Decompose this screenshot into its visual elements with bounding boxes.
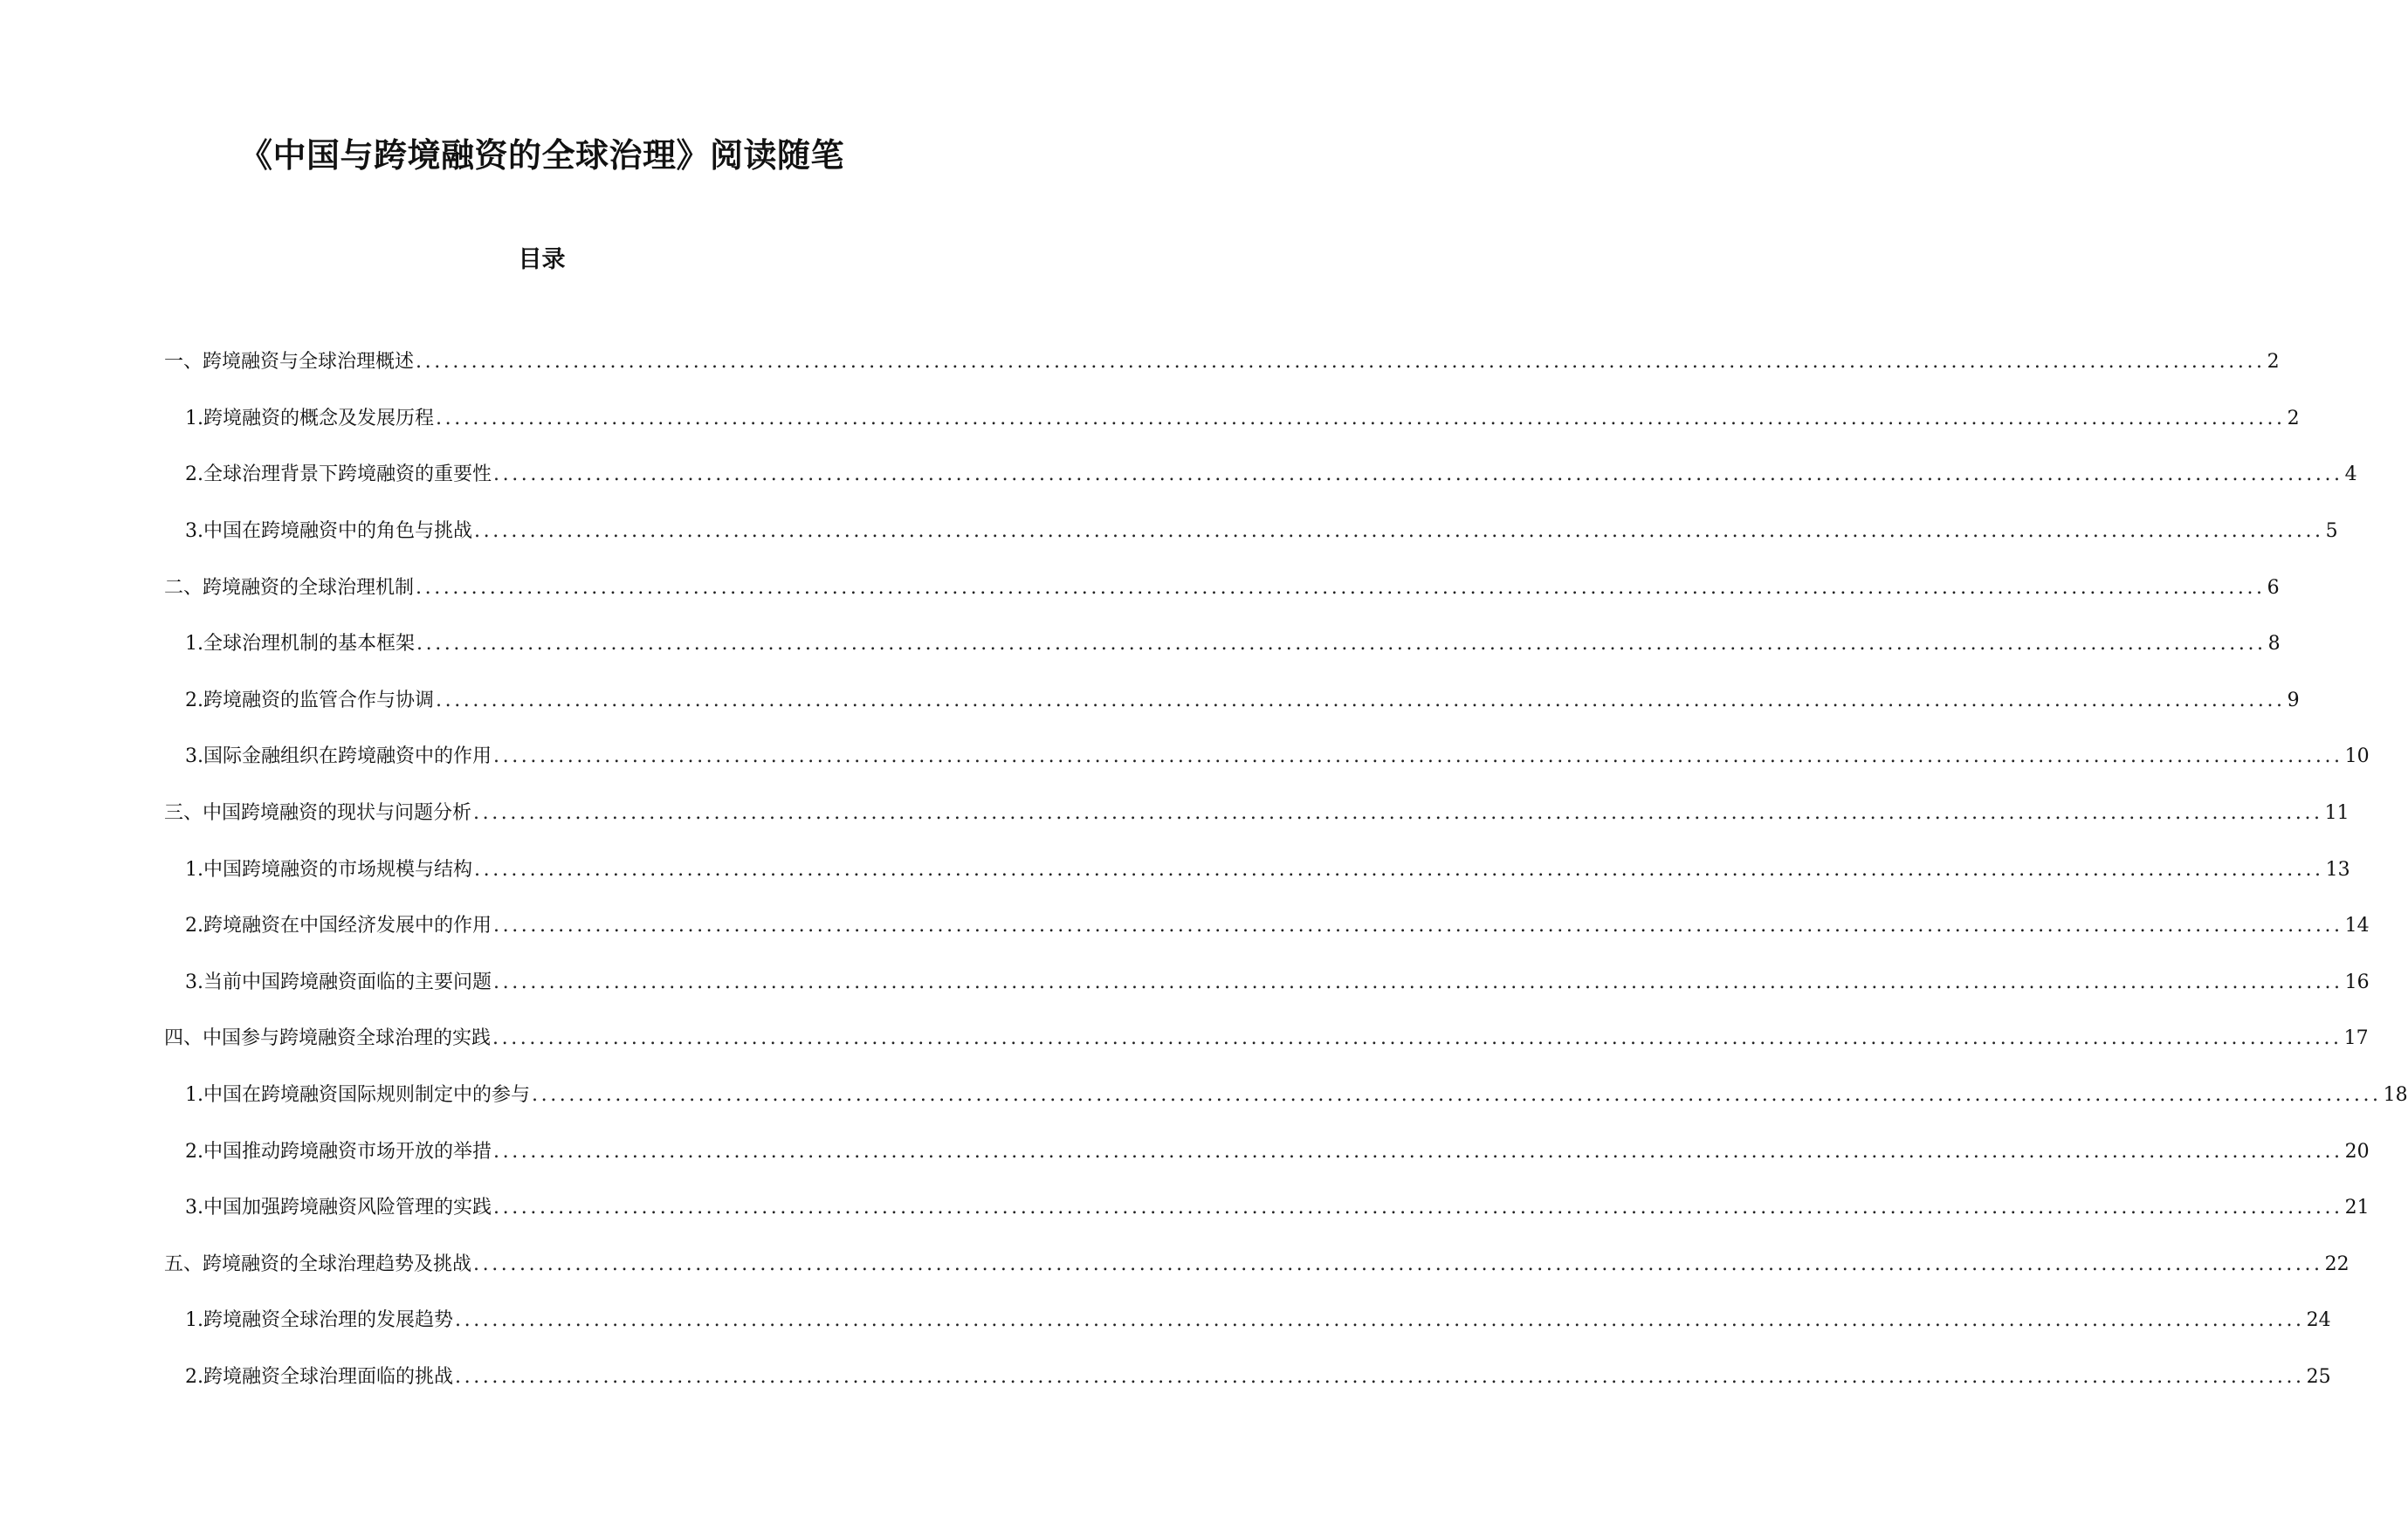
toc-subsection-entry[interactable] [0,955,2370,1012]
toc-entry-number: 1. [185,1084,203,1107]
toc-entry-page-number: 6 [2267,576,2280,599]
toc-entry-page-number: 8 [2267,633,2281,656]
toc-entry-text: 跨境融资的概念及发展历程 [203,407,435,429]
toc-dot-leader: ........................................................................................................................................................................................................ [493,1140,2343,1163]
toc-dot-leader: ........................................................................................................................................................................................................ [473,1253,2323,1275]
toc-section-entry[interactable] [0,1011,2369,1068]
toc-entry-text: 中国在跨境融资中的角色与挑战 [203,520,473,543]
toc-entry-page-number: 4 [2344,463,2357,486]
toc-dot-leader: ........................................................................................................................................................................................................ [416,576,2266,599]
toc-entry-number: 2. [185,463,203,486]
toc-dot-leader: ........................................................................................................................................................................................................ [436,407,2286,429]
toc-dot-leader: ........................................................................................................................................................................................................ [455,1365,2305,1388]
toc-subsection-entry[interactable] [0,673,2300,730]
toc-subsection-entry[interactable] [0,1123,2370,1180]
toc-subsection-entry[interactable] [0,1293,2331,1349]
table-of-contents [0,334,2408,1405]
toc-entry-text: 中国加强跨境融资风险管理的实践 [203,1197,492,1219]
toc-dot-leader: ........................................................................................................................................................................................................ [474,520,2324,543]
toc-entry-text: 跨境融资在中国经济发展中的作用 [203,915,492,937]
toc-entry-number: 3. [185,971,203,993]
toc-entry-text: 三、中国跨境融资的现状与问题分析 [164,802,472,825]
toc-entry-text: 中国在跨境融资国际规则制定中的参与 [203,1084,531,1107]
toc-entry-number: 3. [185,745,203,768]
toc-heading: 目录 [518,246,566,273]
toc-entry-text: 跨境融资全球治理面临的挑战 [203,1365,454,1388]
toc-entry-page-number: 17 [2343,1027,2369,1050]
toc-subsection-entry[interactable] [0,616,2281,673]
toc-dot-leader: ........................................................................................................................................................................................................ [493,971,2343,993]
toc-entry-text: 中国推动跨境融资市场开放的举措 [203,1140,492,1163]
toc-entry-number: 2. [185,915,203,937]
toc-entry-text: 全球治理机制的基本框架 [203,633,416,656]
toc-entry-page-number: 20 [2344,1140,2370,1163]
toc-subsection-entry[interactable] [0,504,2338,560]
toc-entry-page-number: 13 [2325,858,2350,881]
toc-entry-page-number: 9 [2287,689,2300,711]
toc-dot-leader: ........................................................................................................................................................................................................ [474,858,2324,881]
toc-subsection-entry[interactable] [0,1349,2331,1406]
toc-subsection-entry[interactable] [0,841,2350,898]
toc-subsection-entry[interactable] [0,898,2370,955]
toc-entry-page-number: 2 [2287,407,2300,429]
toc-subsection-entry[interactable] [0,1068,2408,1124]
toc-entry-number: 1. [185,1309,203,1332]
toc-entry-number: 3. [185,520,203,543]
toc-entry-text: 跨境融资全球治理的发展趋势 [203,1309,454,1332]
toc-entry-page-number: 24 [2306,1309,2331,1332]
toc-entry-page-number: 11 [2324,802,2350,825]
toc-entry-text: 二、跨境融资的全球治理机制 [164,576,415,599]
toc-section-entry[interactable] [0,1237,2350,1294]
toc-dot-leader: ........................................................................................................................................................................................................ [416,351,2266,374]
toc-entry-text: 跨境融资的监管合作与协调 [203,689,435,711]
toc-entry-number: 1. [185,407,203,429]
toc-entry-text: 四、中国参与跨境融资全球治理的实践 [164,1027,492,1050]
toc-dot-leader: ........................................................................................................................................................................................................ [473,802,2323,825]
toc-subsection-entry[interactable] [0,391,2300,448]
toc-entry-text: 五、跨境融资的全球治理趋势及挑战 [164,1253,472,1275]
toc-entry-page-number: 10 [2344,745,2370,768]
toc-dot-leader: ........................................................................................................................................................................................................ [493,1197,2343,1219]
toc-entry-number: 2. [185,689,203,711]
toc-entry-number: 1. [185,633,203,656]
toc-entry-text: 当前中国跨境融资面临的主要问题 [203,971,492,993]
toc-entry-number: 1. [185,858,203,881]
toc-subsection-entry[interactable] [0,447,2357,504]
toc-entry-page-number: 16 [2344,971,2370,993]
toc-dot-leader: ........................................................................................................................................................................................................ [493,463,2343,486]
toc-dot-leader: ........................................................................................................................................................................................................ [532,1084,2382,1107]
toc-section-entry[interactable] [0,334,2280,391]
toc-entry-text: 中国跨境融资的市场规模与结构 [203,858,473,881]
toc-dot-leader: ........................................................................................................................................................................................................ [492,1027,2343,1050]
toc-entry-number: 2. [185,1140,203,1163]
toc-dot-leader: ........................................................................................................................................................................................................ [436,689,2286,711]
toc-entry-page-number: 18 [2383,1084,2408,1107]
toc-entry-page-number: 22 [2324,1253,2350,1275]
toc-entry-number: 2. [185,1365,203,1388]
toc-entry-number: 3. [185,1197,203,1219]
toc-entry-page-number: 21 [2344,1197,2370,1219]
toc-dot-leader: ........................................................................................................................................................................................................ [493,745,2343,768]
toc-dot-leader: ........................................................................................................................................................................................................ [455,1309,2305,1332]
toc-entry-page-number: 25 [2306,1365,2331,1388]
toc-dot-leader: ........................................................................................................................................................................................................ [493,915,2343,937]
toc-section-entry[interactable] [0,786,2350,842]
toc-dot-leader: ........................................................................................................................................................................................................ [416,633,2267,656]
toc-entry-text: 国际金融组织在跨境融资中的作用 [203,745,492,768]
toc-entry-page-number: 14 [2344,915,2370,937]
document-title: 《中国与跨境融资的全球治理》阅读随笔 [238,136,844,175]
toc-entry-text: 全球治理背景下跨境融资的重要性 [203,463,492,486]
toc-subsection-entry[interactable] [0,729,2370,786]
toc-entry-page-number: 5 [2325,520,2338,543]
toc-entry-page-number: 2 [2267,351,2280,374]
toc-section-entry[interactable] [0,560,2280,616]
toc-subsection-entry[interactable] [0,1180,2370,1237]
toc-entry-text: 一、跨境融资与全球治理概述 [164,351,415,374]
